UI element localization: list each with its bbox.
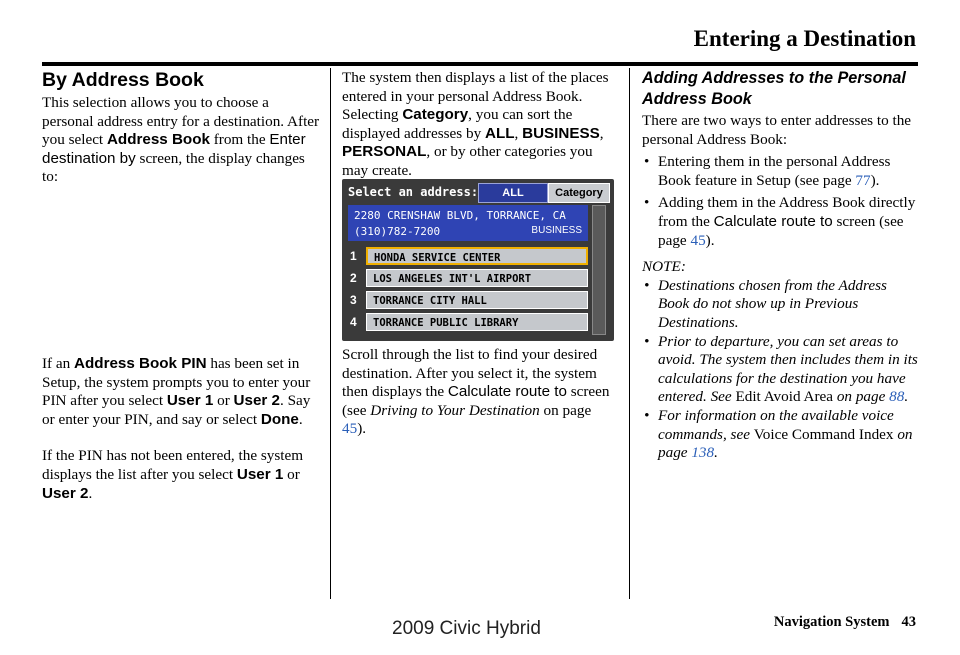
intro-paragraph: There are two ways to enter addresses to the personal Address Book:: [642, 112, 912, 148]
column-middle: [342, 68, 617, 181]
list-item[interactable]: [348, 291, 588, 311]
list-item[interactable]: [348, 247, 588, 267]
ui-reference: Voice Command Index: [753, 425, 894, 443]
text: If an: [42, 354, 75, 372]
page-link-45[interactable]: 45: [690, 231, 706, 249]
page-link-45[interactable]: 45: [342, 420, 358, 438]
ui-term-personal: PERSONAL: [342, 143, 427, 161]
text: from the: [209, 131, 270, 149]
footer-section: Navigation System: [773, 614, 890, 630]
no-pin-paragraph: [42, 447, 322, 503]
ui-term-user-1: User 1: [236, 465, 284, 483]
ui-term-enter-destination-by: Enter destination by: [42, 131, 306, 167]
list-item[interactable]: [348, 269, 588, 289]
text: , you can sort the displayed addresses by: [342, 106, 573, 142]
column-left: [42, 68, 322, 503]
ui-term-user-2: User 2: [42, 484, 89, 502]
list-item-button[interactable]: HONDA SERVICE CENTER: [366, 247, 588, 265]
text: on page: [539, 401, 592, 419]
address-preview: [348, 205, 588, 241]
ui-term-calculate-route-to: Calculate route to: [713, 212, 833, 230]
category-paragraph: [342, 69, 617, 181]
ui-term-business: BUSINESS: [522, 124, 600, 142]
ui-term-user-1: User 1: [166, 392, 214, 410]
page-link-88[interactable]: 88: [889, 388, 905, 406]
text: ).: [870, 171, 880, 189]
text: Entering them in the personal Address Book feature in Setup (see page: [658, 153, 891, 189]
tab-all[interactable]: ALL: [478, 183, 548, 203]
list-item[interactable]: [348, 313, 588, 333]
address-line: 2280 CRENSHAW BLVD, TORRANCE, CA: [354, 209, 566, 222]
category-button[interactable]: Category: [548, 183, 610, 203]
text: or: [213, 392, 234, 410]
text: or: [283, 465, 300, 483]
list-item-button[interactable]: TORRANCE PUBLIC LIBRARY: [366, 313, 588, 331]
page-header-title: Entering a Destination: [693, 26, 916, 51]
text: This selection allows you to choose a personal address entry for a destination. After you select: [42, 94, 320, 149]
subsection-heading: Adding Addresses to the Personal Address Book: [642, 69, 906, 108]
item-number: 2: [350, 271, 357, 285]
text: screen, the display changes to:: [42, 149, 305, 186]
text: on page: [833, 388, 890, 406]
screen-title: Select an address:: [348, 185, 479, 199]
text: ).: [705, 231, 715, 249]
page-number: 43: [901, 614, 916, 630]
method-list: [642, 153, 920, 250]
item-number: 1: [350, 249, 357, 263]
note-list: [642, 277, 920, 463]
ui-term-address-book-pin: Address Book PIN: [74, 354, 207, 372]
list-item: [642, 194, 920, 250]
text: .: [298, 410, 303, 428]
ui-term-user-2: User 2: [233, 392, 280, 410]
nav-screen-select-address: [342, 179, 614, 341]
column-divider-1: [330, 68, 331, 599]
scroll-paragraph: [342, 346, 617, 439]
list-item-button[interactable]: LOS ANGELES INT'L AIRPORT: [366, 269, 588, 287]
text: . Say or enter your PIN, and say or select: [42, 392, 311, 428]
page-footer: [774, 614, 916, 631]
text: ).: [357, 420, 367, 438]
text: ,: [514, 124, 523, 142]
item-number: 4: [350, 315, 357, 329]
pin-paragraph: [42, 355, 322, 429]
list-item: [642, 153, 920, 190]
header-rule: [42, 62, 918, 66]
ui-term-category: Category: [402, 106, 469, 124]
text: Scroll through the list to find your desired destination. After you select it, the system then displays the: [342, 346, 598, 401]
text: Prior to departure, you can set areas to avoid. The system then includes them in its calculations for the destination you have entered. See: [658, 332, 918, 406]
address-phone: (310)782-7200: [354, 225, 441, 238]
watermark: 2009 Civic Hybrid: [392, 618, 541, 639]
text: has been set in Setup, the system prompts you to enter your PIN after you select: [42, 354, 311, 410]
ui-term-all: ALL: [484, 124, 515, 142]
text: The system then displays a list of the places entered in your personal Address Book. Selecting: [342, 69, 609, 124]
text: For information on the available voice commands, see: [658, 406, 894, 443]
text: screen (see: [342, 383, 610, 419]
note-item: [642, 333, 920, 407]
ui-term-address-book: Address Book: [106, 131, 210, 149]
text: .: [714, 444, 718, 462]
text: on page: [658, 425, 913, 462]
ui-reference: Edit Avoid Area: [735, 388, 834, 406]
scrollbar[interactable]: [592, 205, 606, 335]
text: If the PIN has not been entered, the system displays the list after you select: [42, 447, 304, 483]
item-number: 3: [350, 293, 357, 307]
ui-term-calculate-route-to: Calculate route to: [447, 383, 567, 401]
text: .: [88, 484, 93, 502]
cross-reference: Driving to Your Destination: [370, 401, 540, 419]
text: , or by other categories you may create.: [342, 143, 593, 179]
column-divider-2: [629, 68, 630, 599]
column-right: [642, 68, 920, 463]
column-middle-lower: [342, 346, 617, 439]
section-heading: By Address Book: [42, 69, 204, 91]
note-item: [642, 407, 920, 463]
text: Adding them in the Address Book directly from the: [658, 194, 916, 230]
text: screen (see page: [658, 212, 904, 249]
ui-term-done: Done: [260, 410, 299, 428]
text: ,: [599, 124, 604, 142]
page-link-77[interactable]: 77: [855, 171, 871, 189]
page-link-138[interactable]: 138: [691, 444, 715, 462]
address-type: BUSINESS: [531, 225, 582, 236]
note-label: NOTE:: [642, 258, 686, 276]
list-item-button[interactable]: TORRANCE CITY HALL: [366, 291, 588, 309]
text: .: [904, 388, 909, 406]
intro-paragraph: [42, 94, 322, 187]
note-item: • Destinations chosen from the Address Book do not show up in Previous Destinations.: [642, 277, 920, 333]
